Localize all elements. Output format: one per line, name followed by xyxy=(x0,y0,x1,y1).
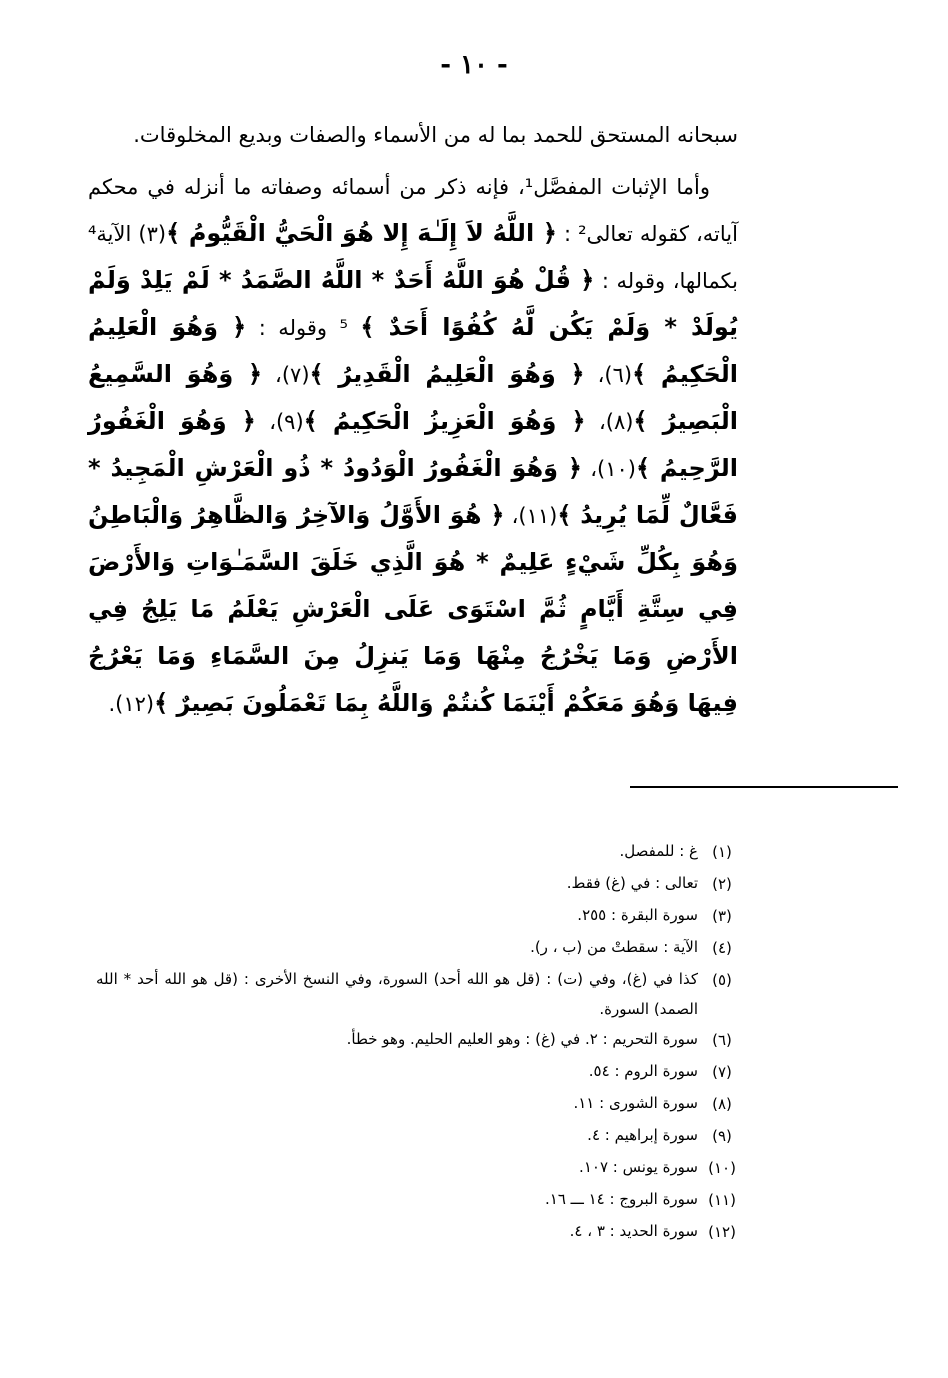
footnote-text: سورة يونس : ١٠٧. xyxy=(579,1158,698,1176)
paragraph-2 xyxy=(88,164,738,727)
paragraph-1: سبحانه المستحق للحمد بما له من الأسماء والصفات وبديع المخلوقات. xyxy=(133,123,738,147)
verse-reference: (٨)، xyxy=(585,410,634,434)
footnote xyxy=(96,836,746,868)
verse-reference: (١١)، xyxy=(504,504,558,528)
footnote-text: تعالى : في (غ) فقط. xyxy=(566,874,698,892)
footnote-number: (٣) xyxy=(712,907,732,925)
footnote xyxy=(96,964,746,1024)
footnote-number: (١) xyxy=(712,843,732,861)
footnote-text: سورة الروم : ٥٤. xyxy=(588,1062,698,1080)
quran-verse: ﴿ قُلْ هُوَ اللَّهُ أَحَدٌ * اللَّهُ الصَّمَدُ * لَمْ يَلِدْ وَلَمْ يُولَدْ * وَلَمْ يَكُن لَّهُ كُفُوًا أَحَدٌ ﴾ xyxy=(88,266,738,341)
quran-verse: ﴿ وَهُوَ الْغَفُورُ الرَّحِيمُ ﴾ xyxy=(88,407,738,482)
quran-verse: ﴿ هُوَ الأَوَّلُ وَالآخِرُ وَالظَّاهِرُ وَالْبَاطِنُ وَهُوَ بِكُلِّ شَيْءٍ عَلِيمٌ * هُوَ الَّذِي خَلَقَ السَّمَـٰوَاتِ وَالأَرْضَ فِي سِتَّةِ أَيَّامٍ ثُمَّ اسْتَوَى عَلَى الْعَرْشِ يَعْلَمُ مَا يَلِجُ فِي الأَرْضِ وَمَا يَخْرُجُ مِنْهَا وَمَا يَنزِلُ مِنَ السَّمَاءِ وَمَا يَعْرُجُ فِيهَا وَهُوَ مَعَكُمْ أَيْنَمَا كُنتُمْ وَاللَّهُ بِمَا تَعْمَلُونَ بَصِيرٌ ﴾ xyxy=(88,501,738,717)
verse-reference: (٣) الآية⁴ بكمالها، وقوله : xyxy=(88,222,738,293)
verse-reference: ⁵ وقوله : xyxy=(246,316,361,340)
footnote-text: سورة البقرة : ٢٥٥. xyxy=(577,906,698,924)
verse-reference: (٦)، xyxy=(584,363,633,387)
verse-reference: (١٠)، xyxy=(582,457,636,481)
page-number: - ١٠ - xyxy=(440,50,508,80)
footnote-number: (٩) xyxy=(712,1127,732,1145)
footnote-text: سورة إبراهيم : ٤. xyxy=(587,1126,698,1144)
footnote xyxy=(96,1088,746,1120)
footnote-text: الآية : سقطتْ من (ب ، ر). xyxy=(530,938,698,956)
footnote-number: (٨) xyxy=(712,1095,732,1113)
footnote-text: سورة الحديد : ٣ ، ٤. xyxy=(569,1222,698,1240)
footnote xyxy=(96,1120,746,1152)
footnote xyxy=(96,868,746,900)
quran-verse: ﴿ وَهُوَ الْعَلِيمُ الْحَكِيمُ ﴾ xyxy=(88,313,739,388)
quran-verse: ﴿ وَهُوَ الْعَزِيزُ الْحَكِيمُ ﴾ xyxy=(303,407,586,435)
footnote-number: (١٠) xyxy=(708,1159,736,1177)
footnote xyxy=(96,1184,746,1216)
footnote-number: (٢) xyxy=(712,875,732,893)
footnote-text: سورة البروج : ١٤ ـــ ١٦. xyxy=(544,1190,698,1208)
footnote-number: (٤) xyxy=(712,939,732,957)
footnote-number: (١٢) xyxy=(708,1223,736,1241)
verse-reference: (٩)، xyxy=(255,410,304,434)
footnote xyxy=(96,932,746,964)
main-text xyxy=(88,112,738,727)
footnote-number: (١١) xyxy=(708,1191,736,1209)
footnote xyxy=(96,900,746,932)
footnote-text: غ : للمفصل. xyxy=(619,842,698,860)
footnote-text: سورة الشورى : ١١. xyxy=(573,1094,698,1112)
footnote-number: (٦) xyxy=(712,1031,732,1049)
footnote xyxy=(96,1056,746,1088)
verse-reference: (١٢). xyxy=(108,692,155,716)
quran-verse: ﴿ وَهُوَ الْعَلِيمُ الْقَدِيرُ ﴾ xyxy=(309,360,585,388)
paragraph-2-intro: وأما الإثبات المفصَّل¹، فإنه ذكر من أسمائه وصفاته ما أنزله في محكم آياته، كقوله تعالى² : xyxy=(88,175,738,246)
quran-verse: ﴿ وَهُوَ السَّمِيعُ الْبَصِيرُ ﴾ xyxy=(88,360,738,435)
footnote-text: سورة التحريم : ٢. في (غ) : وهو العليم الحليم. وهو خطأ. xyxy=(346,1030,698,1048)
footnotes xyxy=(96,836,746,1248)
footnote-text: كذا في (غ)، وفي (ت) : (قل هو الله أحد) السورة، وفي النسخ الأخرى : (قل هو الله أحد * الله الصمد) السورة. xyxy=(96,970,698,1018)
verse-reference: (٧)، xyxy=(262,363,310,387)
quran-verse: ﴿ اللَّهُ لاَ إِلَـٰهَ إِلا هُوَ الْحَيُّ الْقَيُّومُ ﴾ xyxy=(166,219,557,247)
quran-verse: ﴿ وَهُوَ الْغَفُورُ الْوَدُودُ * ذُو الْعَرْشِ الْمَجِيدُ * فَعَّالٌ لِّمَا يُرِيدُ ﴾ xyxy=(88,454,738,529)
footnote-number: (٧) xyxy=(712,1063,732,1081)
footnote-separator xyxy=(630,786,898,788)
footnote xyxy=(96,1216,746,1248)
footnote xyxy=(96,1024,746,1056)
footnote-number: (٥) xyxy=(712,971,732,989)
footnote xyxy=(96,1152,746,1184)
